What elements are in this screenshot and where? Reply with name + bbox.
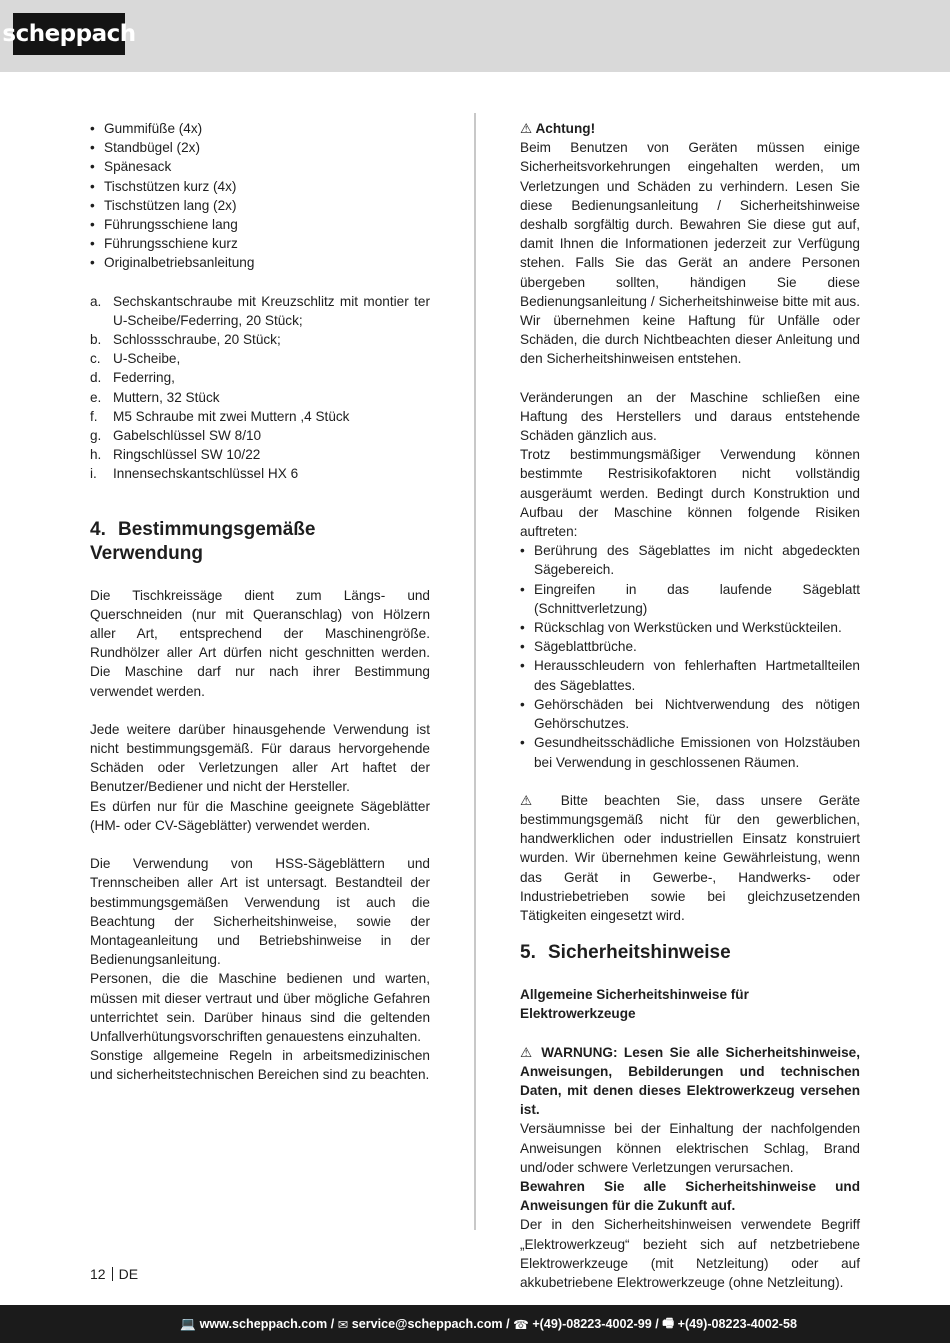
list-item: c. U-Scheibe, [90, 351, 181, 367]
list-item: • Führungsschiene lang [90, 215, 430, 234]
paragraph: Veränderungen an der Maschine schließen eine Haftung des Herstellers und daraus entstehende Schäden gänzlich aus. [520, 389, 860, 444]
paragraph: Trotz bestimmungsmäßiger Verwendung können bestimmte Restrisikofaktoren nicht vollständig ausgeräumt werden. Bedingt durch Konstruktion und Aufbau der Maschine können folgende Risiken auftreten: [520, 447, 860, 540]
fax-icon: 🖷 [662, 1315, 678, 1330]
paragraph: Jede weitere darüber hinausgehende Verwendung ist nicht bestimmungsgemäß. Für daraus hervorgehende Schäden oder Verletzungen aller Art haftet der Benutzer/Bediener und nicht der Hersteller. [90, 721, 430, 795]
website-link[interactable]: www.scheppach.com [199, 1317, 328, 1331]
scheppach-logo: scheppach [13, 13, 125, 55]
list-item: g. Gabelschlüssel SW 8/10 [90, 428, 262, 444]
paragraph: Beim Benutzen von Geräten müssen einige Sicherheitsvorkehrungen eingehalten werden, um Verletzungen und Schäden zu verhindern. Lesen Sie diese Bedienungsanleitung / Sicherheitshinweise deshalb sorgfältig durch. Bewahren Sie diese gut auf, damit Ihnen die Informationen jederzeit zur Verfügung stehen. Falls Sie das Gerät an andere Personen übergeben sollten, händigen Sie diese Bedienungsanleitung / Sicherheitshinweise bitte mit aus. Wir übernehmen keine Haftung für Unfälle oder Schäden, die durch Nichtbeachten dieser Anleitung und den Sicherheitshinweisen entstehen. [520, 140, 860, 367]
notice-paragraph: ⚠ Bitte beachten Sie, dass unsere Geräte bestimmungsgemäß nicht für den gewerblichen, handwerklichen oder industriellen Einsatz konstruiert wurden. Wir übernehmen keine Gewährleistung, wenn das Gerät in Gewerbe-, Handwerks- oder Industriebetrieben sowie bei gleichzusetzenden Tätigkeiten eingesetzt wird. [520, 792, 861, 923]
parts-list [90, 292, 430, 484]
list-item: • Rückschlag von Werkstücken und Werkstückteilen. [520, 618, 860, 637]
list-item: e. Muttern, 32 Stück [90, 389, 220, 405]
list-item: • Herausschleudern von fehlerhaften Hartmetallteilen des Sägeblattes. [520, 656, 860, 694]
list-item: • Gehörschäden bei Nichtverwendung des nötigen Gehörschutzes. [520, 695, 860, 733]
left-column [90, 119, 430, 1085]
list-item: • Gummifüße (4x) [90, 119, 430, 138]
fax-number: +(49)-08223-4002-58 [677, 1317, 797, 1331]
list-item: h. Ringschlüssel SW 10/22 [90, 447, 261, 463]
list-item: • Tischstützen lang (2x) [90, 196, 430, 215]
warning-triangle-icon: ⚠ [520, 121, 533, 136]
paragraph: Der in den Sicherheitshinweisen verwendete Begriff „Elektrowerkzeug“ bezieht sich auf netzbetriebene Elektrowerkzeuge (mit Netzleitung) oder auf akkubetriebene Elektrowerkzeuge (ohne Netzleitung). [520, 1217, 860, 1290]
list-item: • Berührung des Sägeblattes im nicht abgedeckten Sägebereich. [520, 541, 860, 579]
paragraph: Sonstige allgemeine Regeln in arbeitsmedizinischen und sicherheitstechnischen Bereichen sind zu beachten. [90, 1048, 430, 1083]
accessory-list [90, 119, 430, 273]
paragraph: Personen, die die Maschine bedienen und warten, müssen mit dieser vertraut und über mögliche Gefahren unterrichtet sein. Darüber hinaus sind die geltenden Unfallverhütungsvorschriften genauestens einzuhalten. [90, 971, 430, 1044]
page-number: 12 DE [90, 1266, 139, 1282]
list-item: a. Sechskantschraube mit Kreuzschlitz mit montier ter U-Scheibe/Federring, 20 Stück; [90, 293, 430, 328]
paragraph: Versäumnisse bei der Einhaltung der nachfolgenden Anweisungen können elektrischen Schlag, Brand und/oder schwere Verletzungen verursachen. [520, 1121, 860, 1175]
paragraph: Die Verwendung von HSS-Sägeblättern und Trennscheiben aller Art ist untersagt. Bestandteil der bestimmungsgemäßen Verwendung ist auch die Beachtung der Sicherheitshinweise, sowie der Montageanleitung und Betriebshinweise in der Bedienungsanleitung. [90, 856, 430, 968]
phone-number: +(49)-08223-4002-99 [532, 1317, 652, 1331]
list-item: • Sägeblattbrüche. [520, 637, 860, 656]
section-4-heading: 4. Bestimmungsgemäße Verwendung [90, 518, 316, 564]
paragraph: Die Tischkreissäge dient zum Längs- und Querschneiden (nur mit Queranschlag) von Hölzern aller Art, entsprechend der Maschinengröße. Rundhölzer aller Art dürfen nicht geschnitten werden. Die Maschine darf nur nach ihrer Bestimmung verwendet werden. [90, 587, 430, 699]
list-item: • Standbügel (2x) [90, 138, 430, 157]
section-5-subtitle: Allgemeine Sicherheitshinweise für Elektrowerkzeuge [520, 987, 749, 1022]
column-divider [474, 113, 476, 1230]
paragraph: Es dürfen nur für die Maschine geeignete Sägeblätter (HM- oder CV-Sägeblätter) verwendet werden. [90, 798, 430, 833]
list-item: d. Federring, [90, 370, 175, 386]
email-link[interactable]: service@scheppach.com [351, 1317, 503, 1331]
section-5-heading: 5. Sicherheitshinweise [520, 942, 731, 964]
right-column [520, 119, 860, 1292]
list-item: • Tischstützen kurz (4x) [90, 177, 430, 196]
list-item: b. Schlossschraube, 20 Stück; [90, 332, 281, 348]
paragraph: Bewahren Sie alle Sicherheitshinweise und Anweisungen für die Zukunft auf. [520, 1178, 860, 1214]
list-item: • Führungsschiene kurz [90, 234, 430, 253]
telephone-icon: ☎ [513, 1317, 533, 1332]
page-footer: 💻 www.scheppach.com / ✉ service@scheppach.com / ☎ +(49)-08223-4002-99 / 🖷 +(49)-08223-4002-58 [0, 1305, 950, 1343]
warning-paragraph: ⚠ WARNUNG: Lesen Sie alle Sicherheitshinweise, Anweisungen, Bebilderungen und technischen Daten, mit denen dieses Elektrowerkzeug versehen ist. [520, 1044, 861, 1118]
warning-triangle-icon: ⚠ [520, 792, 545, 808]
list-item: • Eingreifen in das laufende Sägeblatt (Schnittverletzung) [520, 580, 860, 618]
list-item: • Originalbetriebsanleitung [90, 253, 430, 272]
page-header [0, 0, 950, 72]
envelope-icon: ✉ [337, 1317, 352, 1332]
list-item: • Spänesack [90, 157, 430, 176]
attention-heading: ⚠ Achtung! [520, 121, 596, 136]
warning-triangle-icon: ⚠ [520, 1044, 535, 1060]
list-item: • Gesundheitsschädliche Emissionen von Holzstäuben bei Verwendung in geschlossenen Räumen. [520, 733, 860, 771]
computer-icon: 💻 [180, 1316, 200, 1331]
risk-list [520, 541, 860, 771]
list-item: i. Innensechskantschlüssel HX 6 [90, 466, 299, 482]
list-item: f. M5 Schraube mit zwei Muttern ,4 Stück [90, 408, 350, 424]
